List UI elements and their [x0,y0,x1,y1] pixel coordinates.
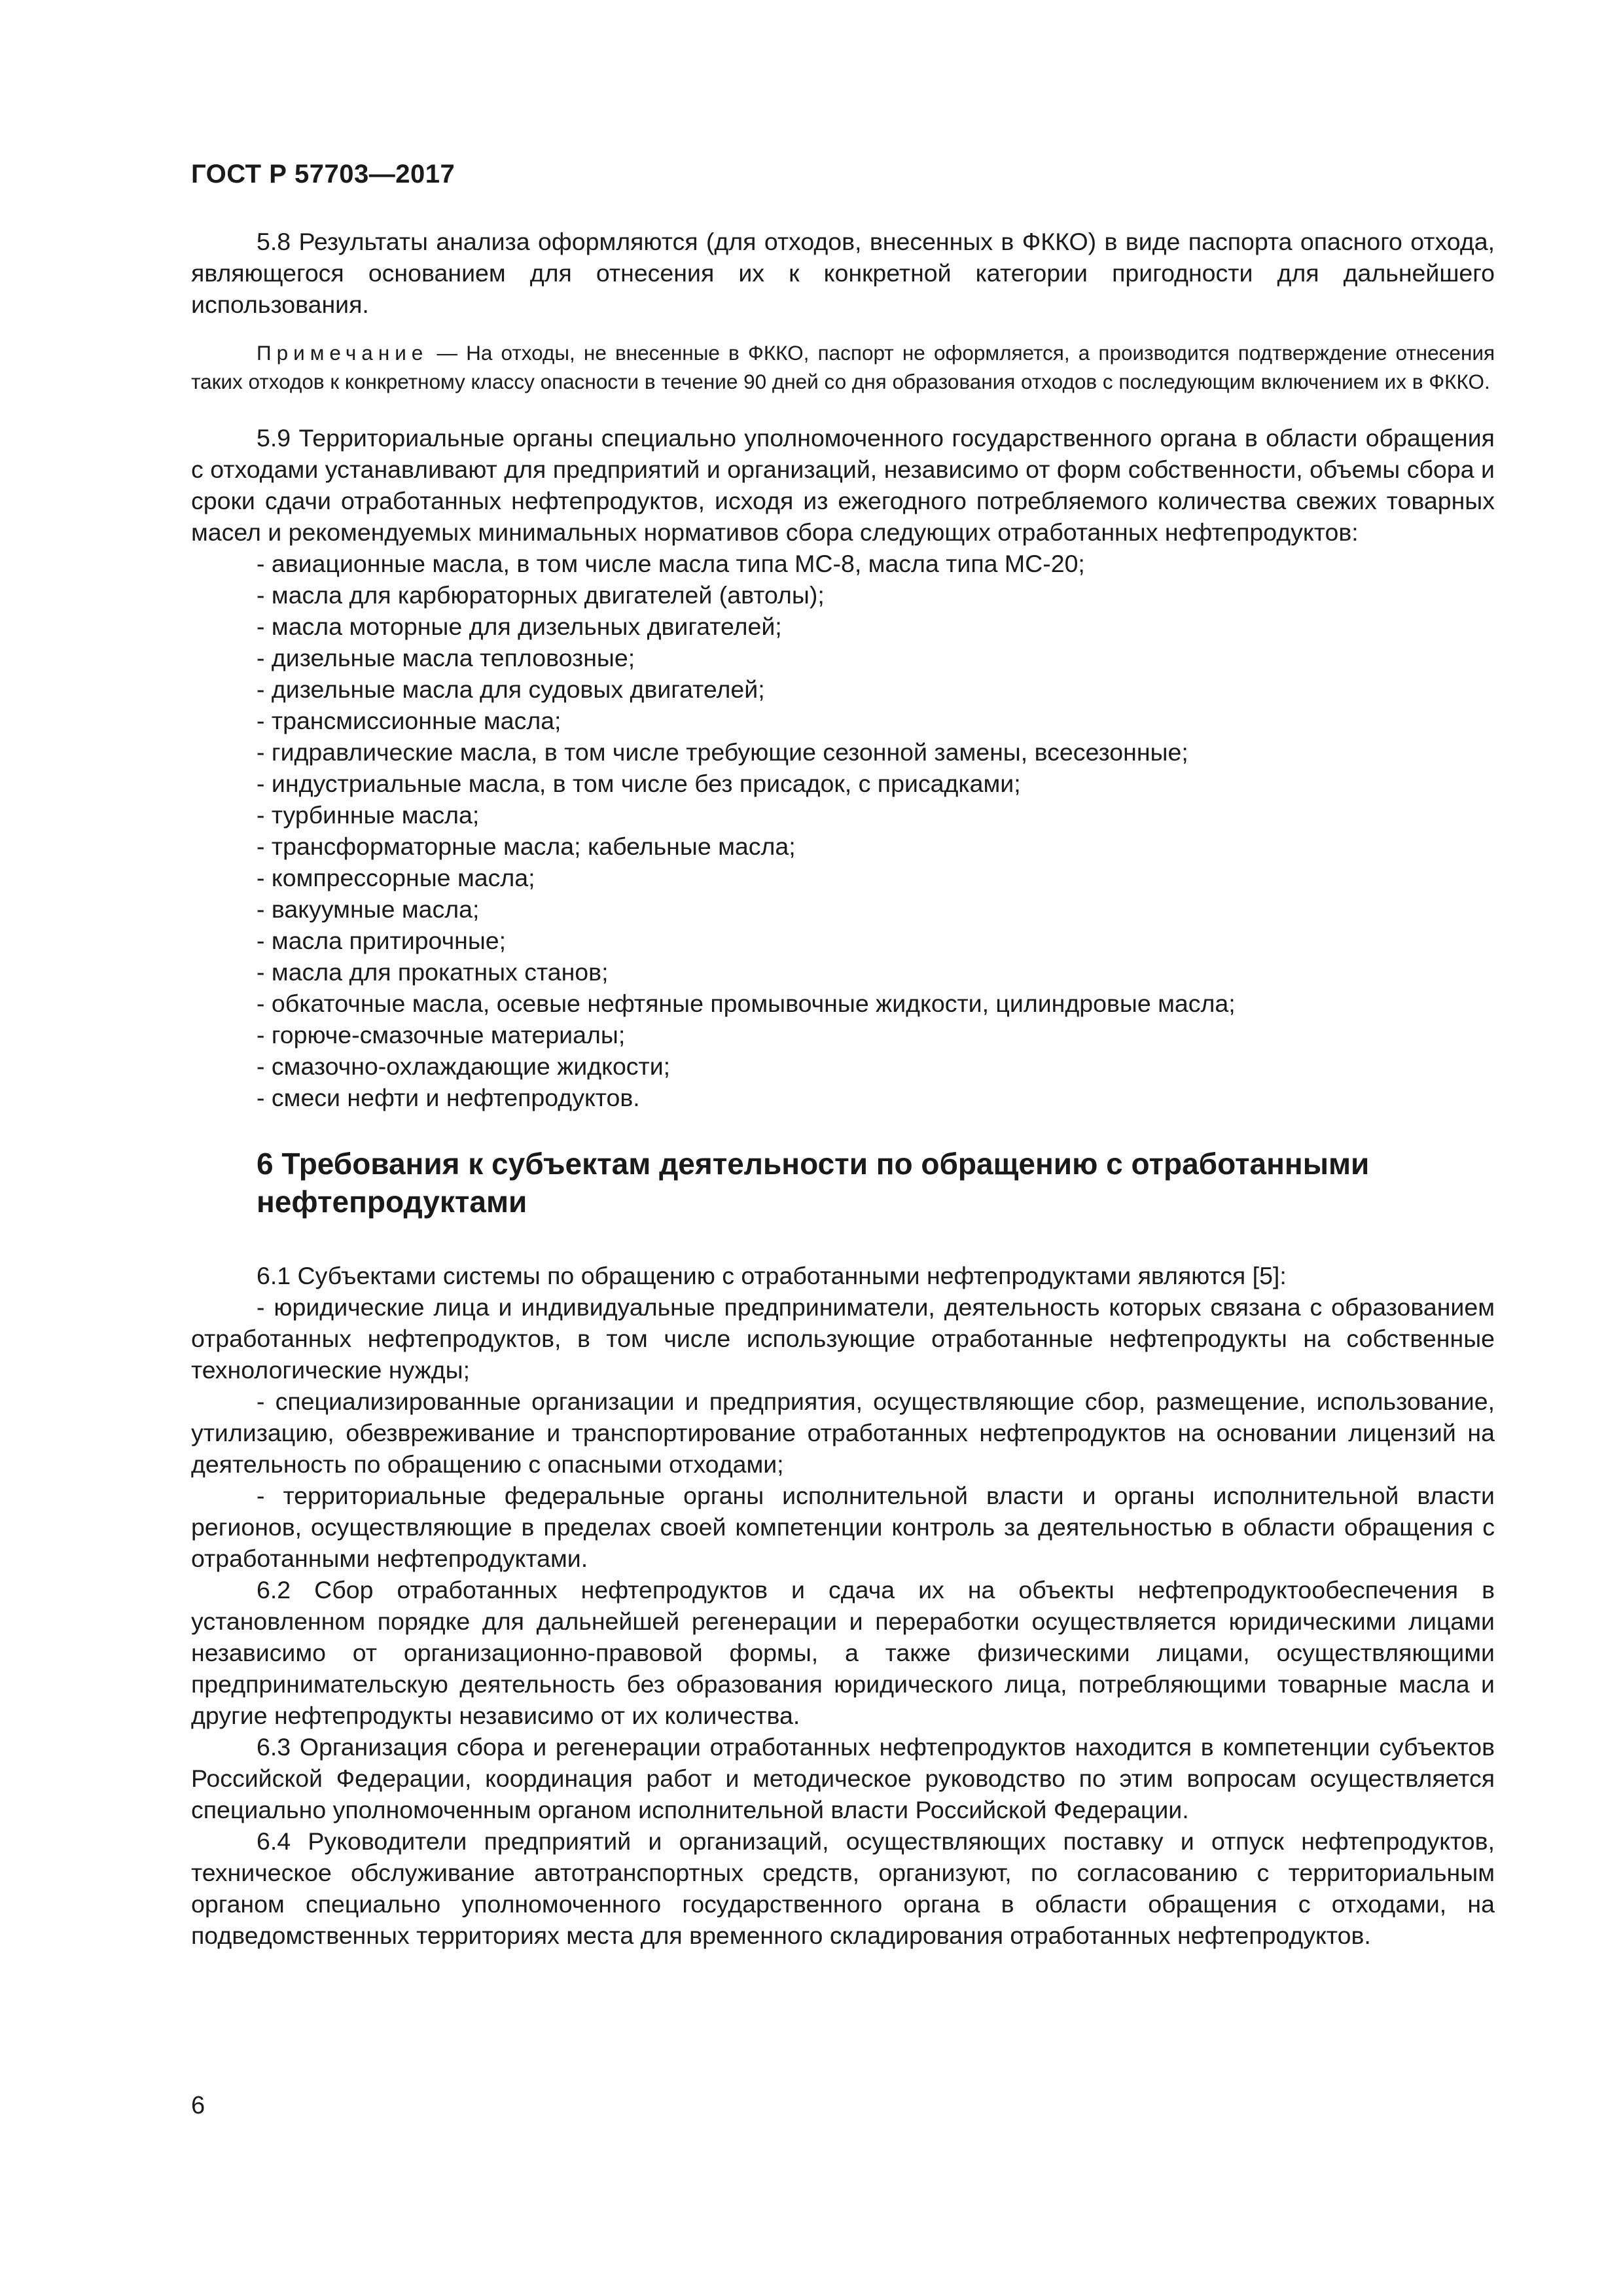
page-number: 6 [191,2092,205,2119]
paragraph-6-4: 6.4 Руководители предприятий и организаций, осуществляющих поставку и отпуск нефтепродуктов, техническое обслуживание автотранспортных средств, организуют, по согласованию с территориальным органом специально уполномоченного государственного органа в области обращения с отходами, на подведомственных территориях места для временного складирования отработанных нефтепродуктов. [191,1827,1495,1949]
paragraph-5-8: 5.8 Результаты анализа оформляются (для отходов, внесенных в ФККО) в виде паспорта опасного отхода, являющегося основанием для отнесения их к конкретной категории пригодности для дальнейшего использования. [191,228,1495,318]
note-text: — На отходы, не внесенные в ФККО, паспорт не оформляется, а производится подтверждение отнесения таких отходов к конкретному классу опасности в течение 90 дней со дня образования отходов с последующим включением их в ФККО. [191,341,1495,393]
list-item: - дизельные масла для судовых двигателей; [257,675,765,703]
list-item: - гидравлические масла, в том числе требующие сезонной замены, всесезонные; [257,738,1188,766]
oil-list [191,548,1495,1113]
document-body [191,226,1495,1951]
list-item: - трансформаторные масла; кабельные масла; [257,833,796,860]
note-paragraph [191,338,1495,396]
list-item: - масла для карбюраторных двигателей (автолы); [257,581,825,609]
paragraph-5-9: 5.9 Территориальные органы специально уполномоченного государственного органа в области обращения с отходами устанавливают для предприятий и организаций, независимо от форм собственности, объемы сбора и сроки сдачи отработанных нефтепродуктов, исходя из ежегодного потребляемого количества свежих товарных масел и рекомендуемых минимальных нормативов сбора следующих отработанных нефтепродуктов: [191,424,1495,546]
paragraph-6-1: 6.1 Субъектами системы по обращению с отработанными нефтепродуктами являются [5]: [257,1262,1287,1289]
list-item: - авиационные масла, в том числе масла типа МС-8, масла типа МС-20; [257,550,1085,577]
list-item: - горюче-смазочные материалы; [257,1021,626,1049]
list-item: - турбинные масла; [257,801,480,829]
paragraph-6-1-item: - территориальные федеральные органы исполнительной власти и органы исполнительной власти регионов, осуществляющие в пределах своей компетенции контроль за деятельностью в области обращения с отработанными нефтепродуктами. [191,1482,1495,1572]
list-item: - смазочно-охлаждающие жидкости; [257,1052,671,1080]
paragraph-6-2: 6.2 Сбор отработанных нефтепродуктов и сдача их на объекты нефтепродуктообеспечения в установленном порядке для дальнейшей регенерации и переработки осуществляется юридическими лицами независимо от организационно-правовой формы, а также физическими лицами, осуществляющими предпринимательскую деятельность без образования юридического лица, потребляющими товарные масла и другие нефтепродукты независимо от их количества. [191,1576,1495,1729]
list-item: - вакуумные масла; [257,895,480,923]
list-item: - компрессорные масла; [257,864,535,891]
paragraph-6-1-item: - специализированные организации и предприятия, осуществляющие сбор, размещение, использование, утилизацию, обезвреживание и транспортирование отработанных нефтепродуктов на основании лицензий на деятельность по обращению с опасными отходами; [191,1388,1495,1478]
list-item: - обкаточные масла, осевые нефтяные промывочные жидкости, цилиндровые масла; [257,990,1236,1017]
list-item: - масла притирочные; [257,927,507,954]
paragraph-6-3: 6.3 Организация сбора и регенерации отработанных нефтепродуктов находится в компетенции субъектов Российской Федерации, координация работ и методическое руководство по этим вопросам осуществляется специально уполномоченным органом исполнительной власти Российской Федерации. [191,1733,1495,1823]
list-item: - дизельные масла тепловозные; [257,644,635,672]
section-6-heading: 6 Требования к субъектам деятельности по обращению с отработанными нефтепродуктами [257,1147,1370,1219]
list-item: - смеси нефти и нефтепродуктов. [257,1084,640,1111]
list-item: - трансмиссионные масла; [257,707,562,734]
paragraph-6-1-item: - юридические лица и индивидуальные предприниматели, деятельность которых связана с образованием отработанных нефтепродуктов, в том числе использующие отработанные нефтепродукты на собственные технологические нужды; [191,1293,1495,1384]
list-item: - масла для прокатных станов; [257,958,609,986]
document-header: ГОСТ Р 57703—2017 [191,160,455,188]
list-item: - масла моторные для дизельных двигателей; [257,613,782,640]
list-item: - индустриальные масла, в том числе без присадок, с присадками; [257,770,1021,797]
note-label: Примечание [257,341,429,365]
